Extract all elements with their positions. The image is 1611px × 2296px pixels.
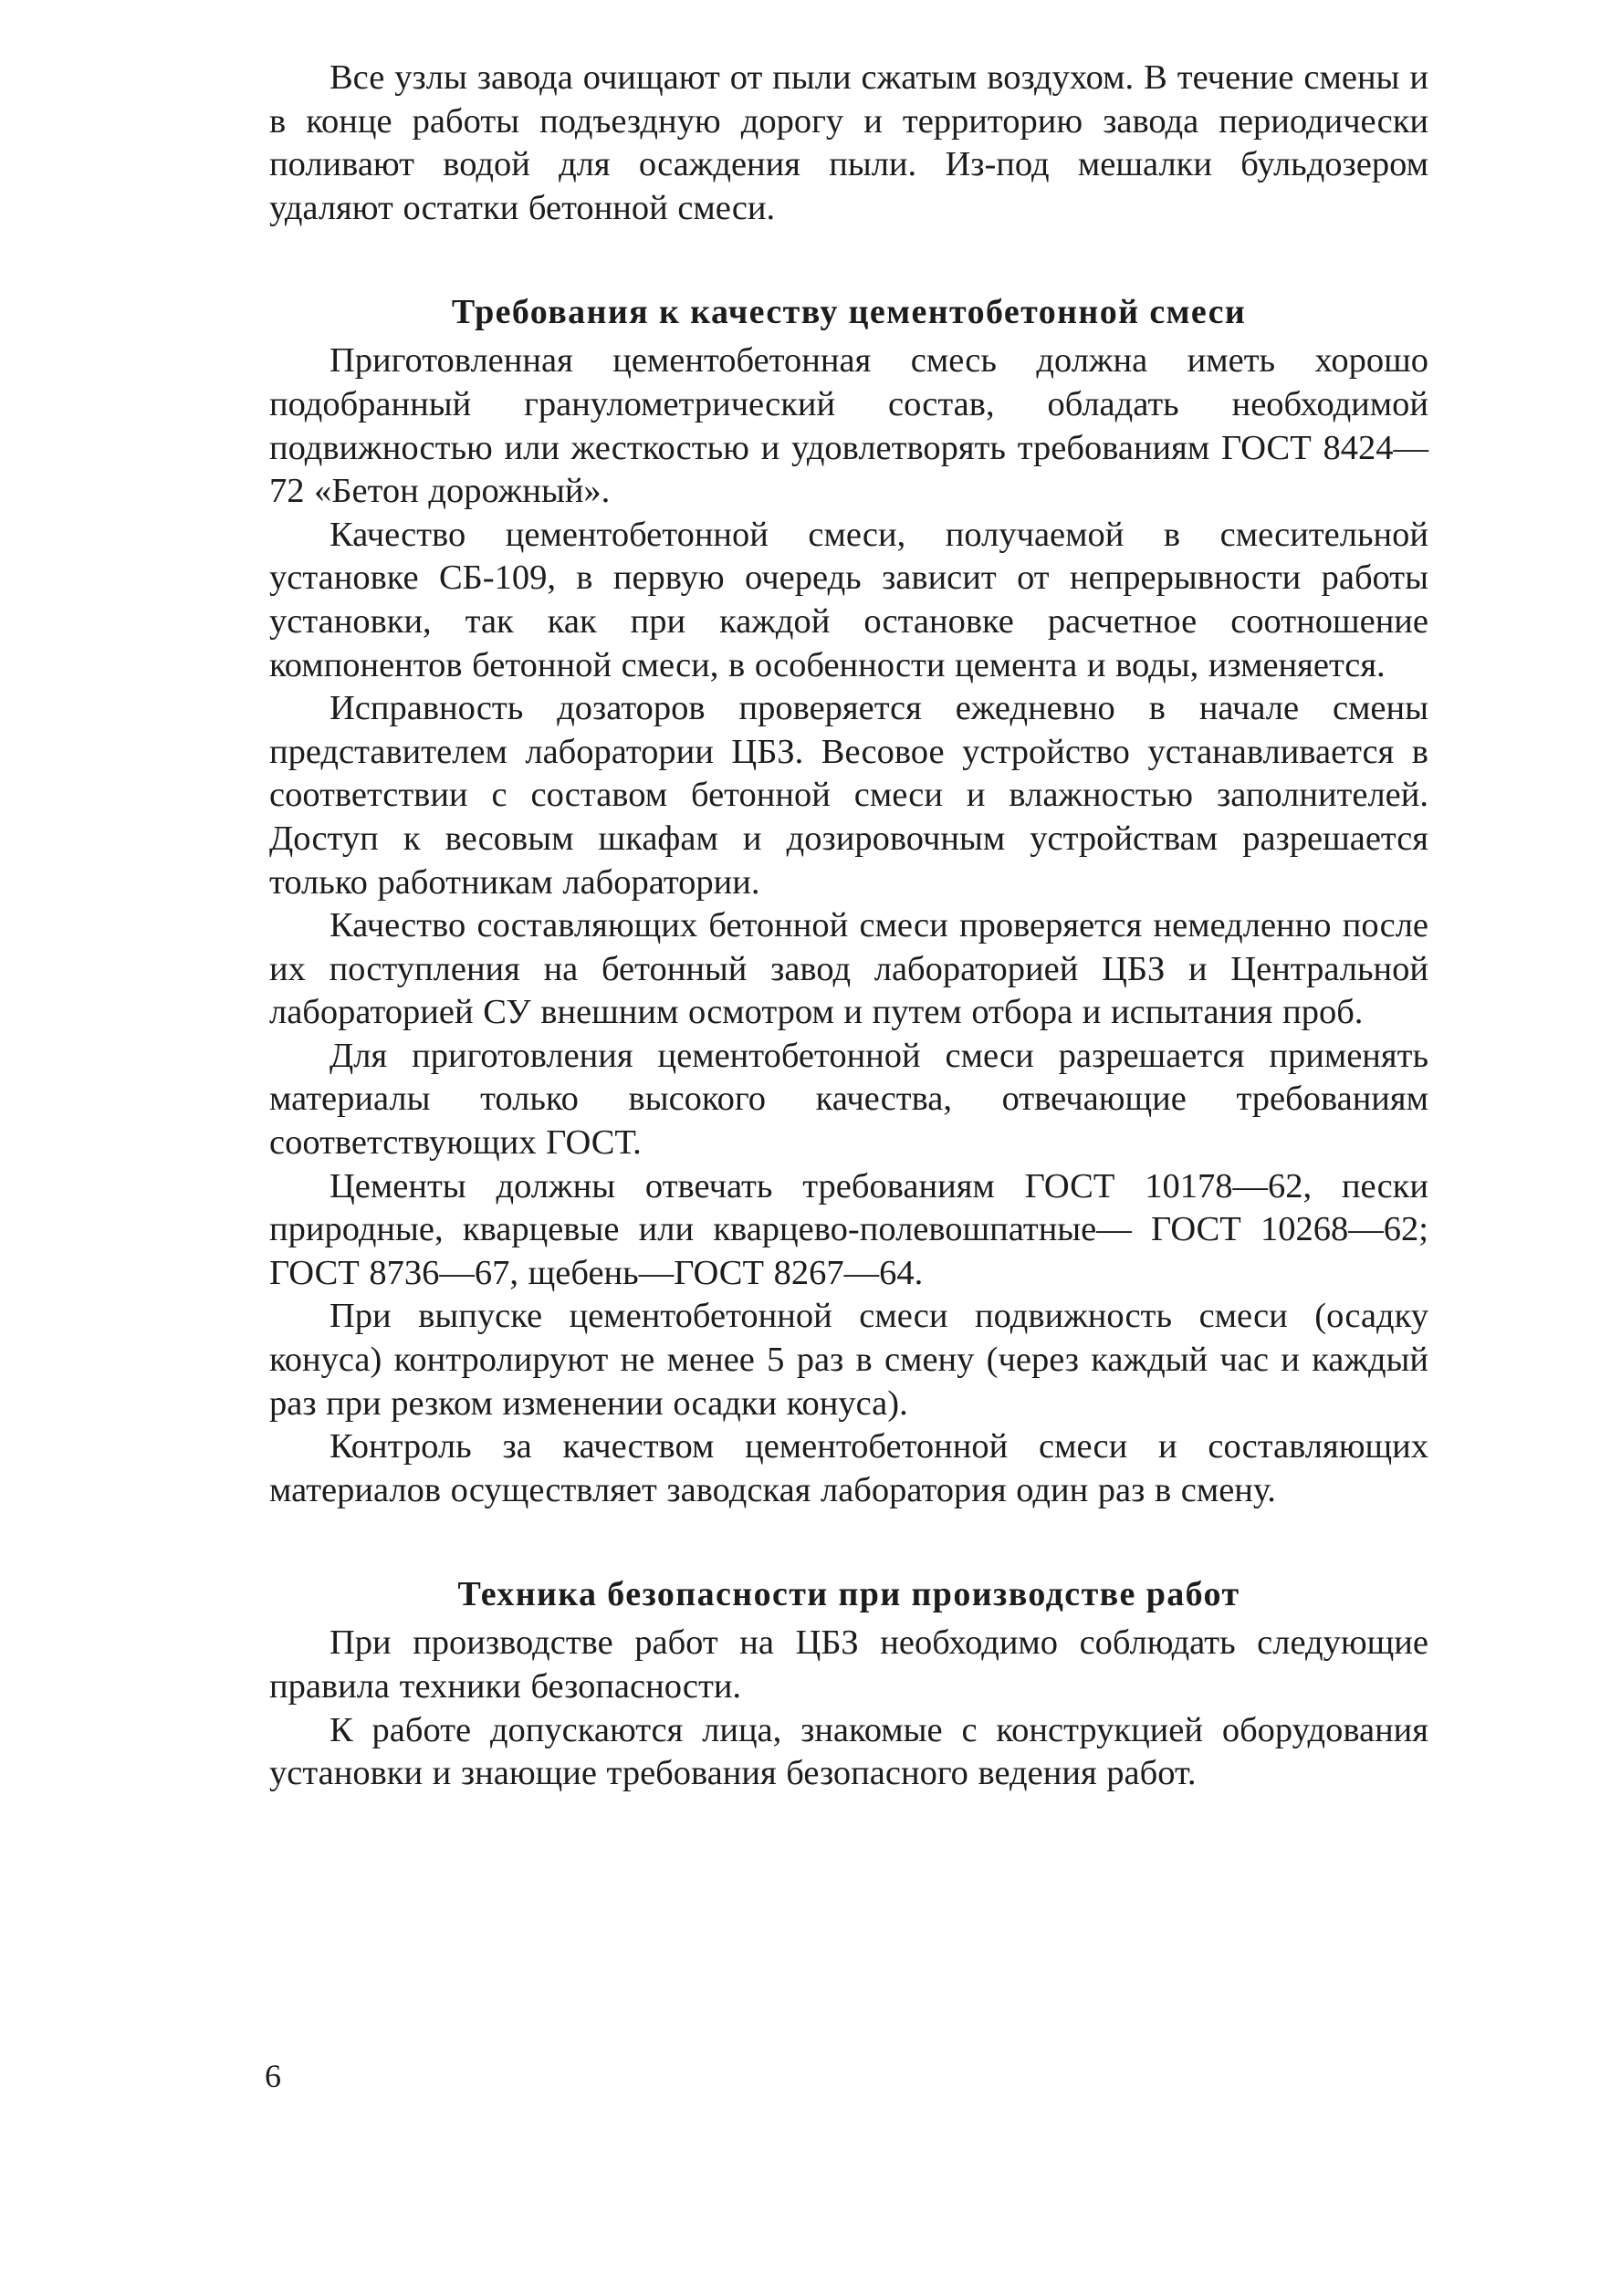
quality-paragraph-4: Качество составляющих бетонной смеси проверяется немедленно после их поступления на бетонный завод лабораторией ЦБЗ и Центральной лабораторией СУ внешним осмотром и путем отбора и испытания проб.: [269, 906, 1428, 1032]
safety-paragraph-1: При производстве работ на ЦБЗ необходимо соблюдать следующие правила техники безопасности.: [269, 1623, 1428, 1706]
page-body: [269, 57, 1428, 1796]
safety-paragraph-2: К работе допускаются лица, знакомые с конструкцией оборудования установки и знающие требования безопасного ведения работ.: [269, 1710, 1428, 1793]
quality-paragraph-2: Качество цементобетонной смеси, получаемой в смесительной установке СБ-109, в первую очередь зависит от непрерывности работы установки, так как при каждой остановке расчетное соотношение компонентов бетонной смеси, в особенности цемента и воды, изменяется.: [269, 515, 1428, 684]
quality-paragraph-5: Для приготовления цементобетонной смеси разрешается применять материалы только высокого качества, отвечающие требованиям соответствующих ГОСТ.: [269, 1036, 1428, 1163]
quality-section-heading: Требования к качеству цементобетонной смеси: [451, 293, 1247, 332]
intro-paragraph: Все узлы завода очищают от пыли сжатым воздухом. В течение смены и в конце работы подъездную дорогу и территорию завода периодически поливают водой для осаждения пыли. Из-под мешалки бульдозером удаляют остатки бетонной смеси.: [269, 58, 1428, 227]
quality-paragraph-7: При выпуске цементобетонной смеси подвижность смеси (осадку конуса) контролируют не менее 5 раз в смену (через каждый час и каждый раз при резком изменении осадки конуса).: [269, 1297, 1428, 1423]
page-number: 6: [265, 2058, 281, 2094]
quality-paragraph-1: Приготовленная цементобетонная смесь должна иметь хорошо подобранный гранулометрический состав, обладать необходимой подвижностью или жесткостью и удовлетворять требованиям ГОСТ 8424—72 «Бетон дорожный».: [269, 341, 1428, 511]
quality-paragraph-3: Исправность дозаторов проверяется ежедневно в начале смены представителем лаборатории ЦБЗ. Весовое устройство устанавливается в соответствии с составом бетонной смеси и влажностью заполнителей. Доступ к весовым шкафам и дозировочным устройствам разрешается только работникам лаборатории.: [269, 689, 1428, 902]
quality-paragraph-6: Цементы должны отвечать требованиям ГОСТ 10178—62, пески природные, кварцевые или кварцево-полевошпатные— ГОСТ 10268—62; ГОСТ 8736—67, щебень—ГОСТ 8267—64.: [269, 1166, 1428, 1292]
safety-section-heading: Техника безопасности при производстве работ: [457, 1575, 1240, 1614]
quality-paragraph-8: Контроль за качеством цементобетонной смеси и составляющих материалов осуществляет заводская лаборатория один раз в смену.: [269, 1427, 1428, 1509]
